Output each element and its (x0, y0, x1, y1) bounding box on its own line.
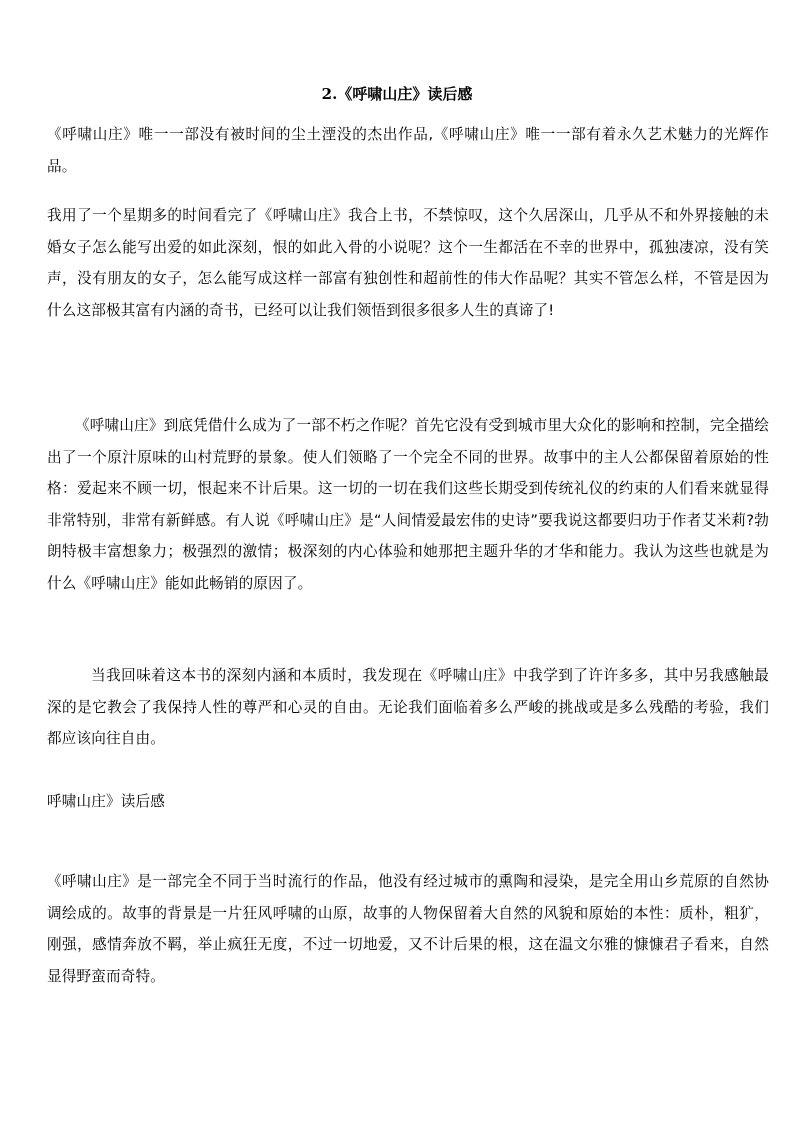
section-heading: 呼啸山庄》读后感 (47, 793, 165, 810)
paragraph-1: 《呼啸山庄》唯一一部没有被时间的尘土湮没的杰出作品,《呼啸山庄》唯一一部有着永久艺术魅力的光辉作品。 (47, 126, 769, 175)
document-title: 2.《呼啸山庄》读后感 (321, 85, 473, 103)
paragraph-4: 当我回味着这本书的深刻内涵和本质时，我发现在《呼啸山庄》中我学到了许许多多，其中另我感触最深的是它教会了我保持人性的尊严和心灵的自由。无论我们面临着多么严峻的挑战或是多么残酷的考验，我们都应该向往自由。 (47, 667, 769, 747)
paragraph-2: 我用了一个星期多的时间看完了《呼啸山庄》我合上书，不禁惊叹，这个久居深山，几乎从不和外界接触的未婚女子怎么能写出爱的如此深刻，恨的如此入骨的小说呢？这个一生都活在不幸的世界中，孤独凄凉，没有笑声，没有朋友的女子，怎么能写成这样一部富有独创性和超前性的伟大作品呢？其实不管怎么样，不管是因为什么这部极其富有内涵的奇书，已经可以让我们领悟到很多很多人生的真谛了! (47, 207, 769, 319)
paragraph-5: 《呼啸山庄》是一部完全不同于当时流行的作品，他没有经过城市的熏陶和浸染，是完全用山乡荒原的自然协调绘成的。故事的背景是一片狂风呼啸的山原，故事的人物保留着大自然的风貌和原始的本性：质朴，粗犷，刚强，感情奔放不羁，举止疯狂无度，不过一切地爱，又不计后果的根，这在温文尔雅的慷慷君子看来，自然显得野蛮而奇特。 (47, 873, 769, 985)
paragraph-3: 《呼啸山庄》到底凭借什么成为了一部不朽之作呢？首先它没有受到城市里大众化的影响和控制，完全描绘出了一个原汁原味的山村荒野的景象。使人们领略了一个完全不同的世界。故事中的主人公都保留着原始的性格：爱起来不顾一切，恨起来不计后果。这一切的一切在我们这些长期受到传统礼仪的约束的人们看来就显得非常特别，非常有新鲜感。有人说《呼啸山庄》是“人间情爱最宏伟的史诗”要我说这都要归功于作者艾米莉?勃朗特极丰富想象力；极强烈的激情；极深刻的内心体验和她那把主题升华的才华和能力。我认为这些也就是为什么《呼啸山庄》能如此畅销的原因了。 (47, 417, 769, 592)
